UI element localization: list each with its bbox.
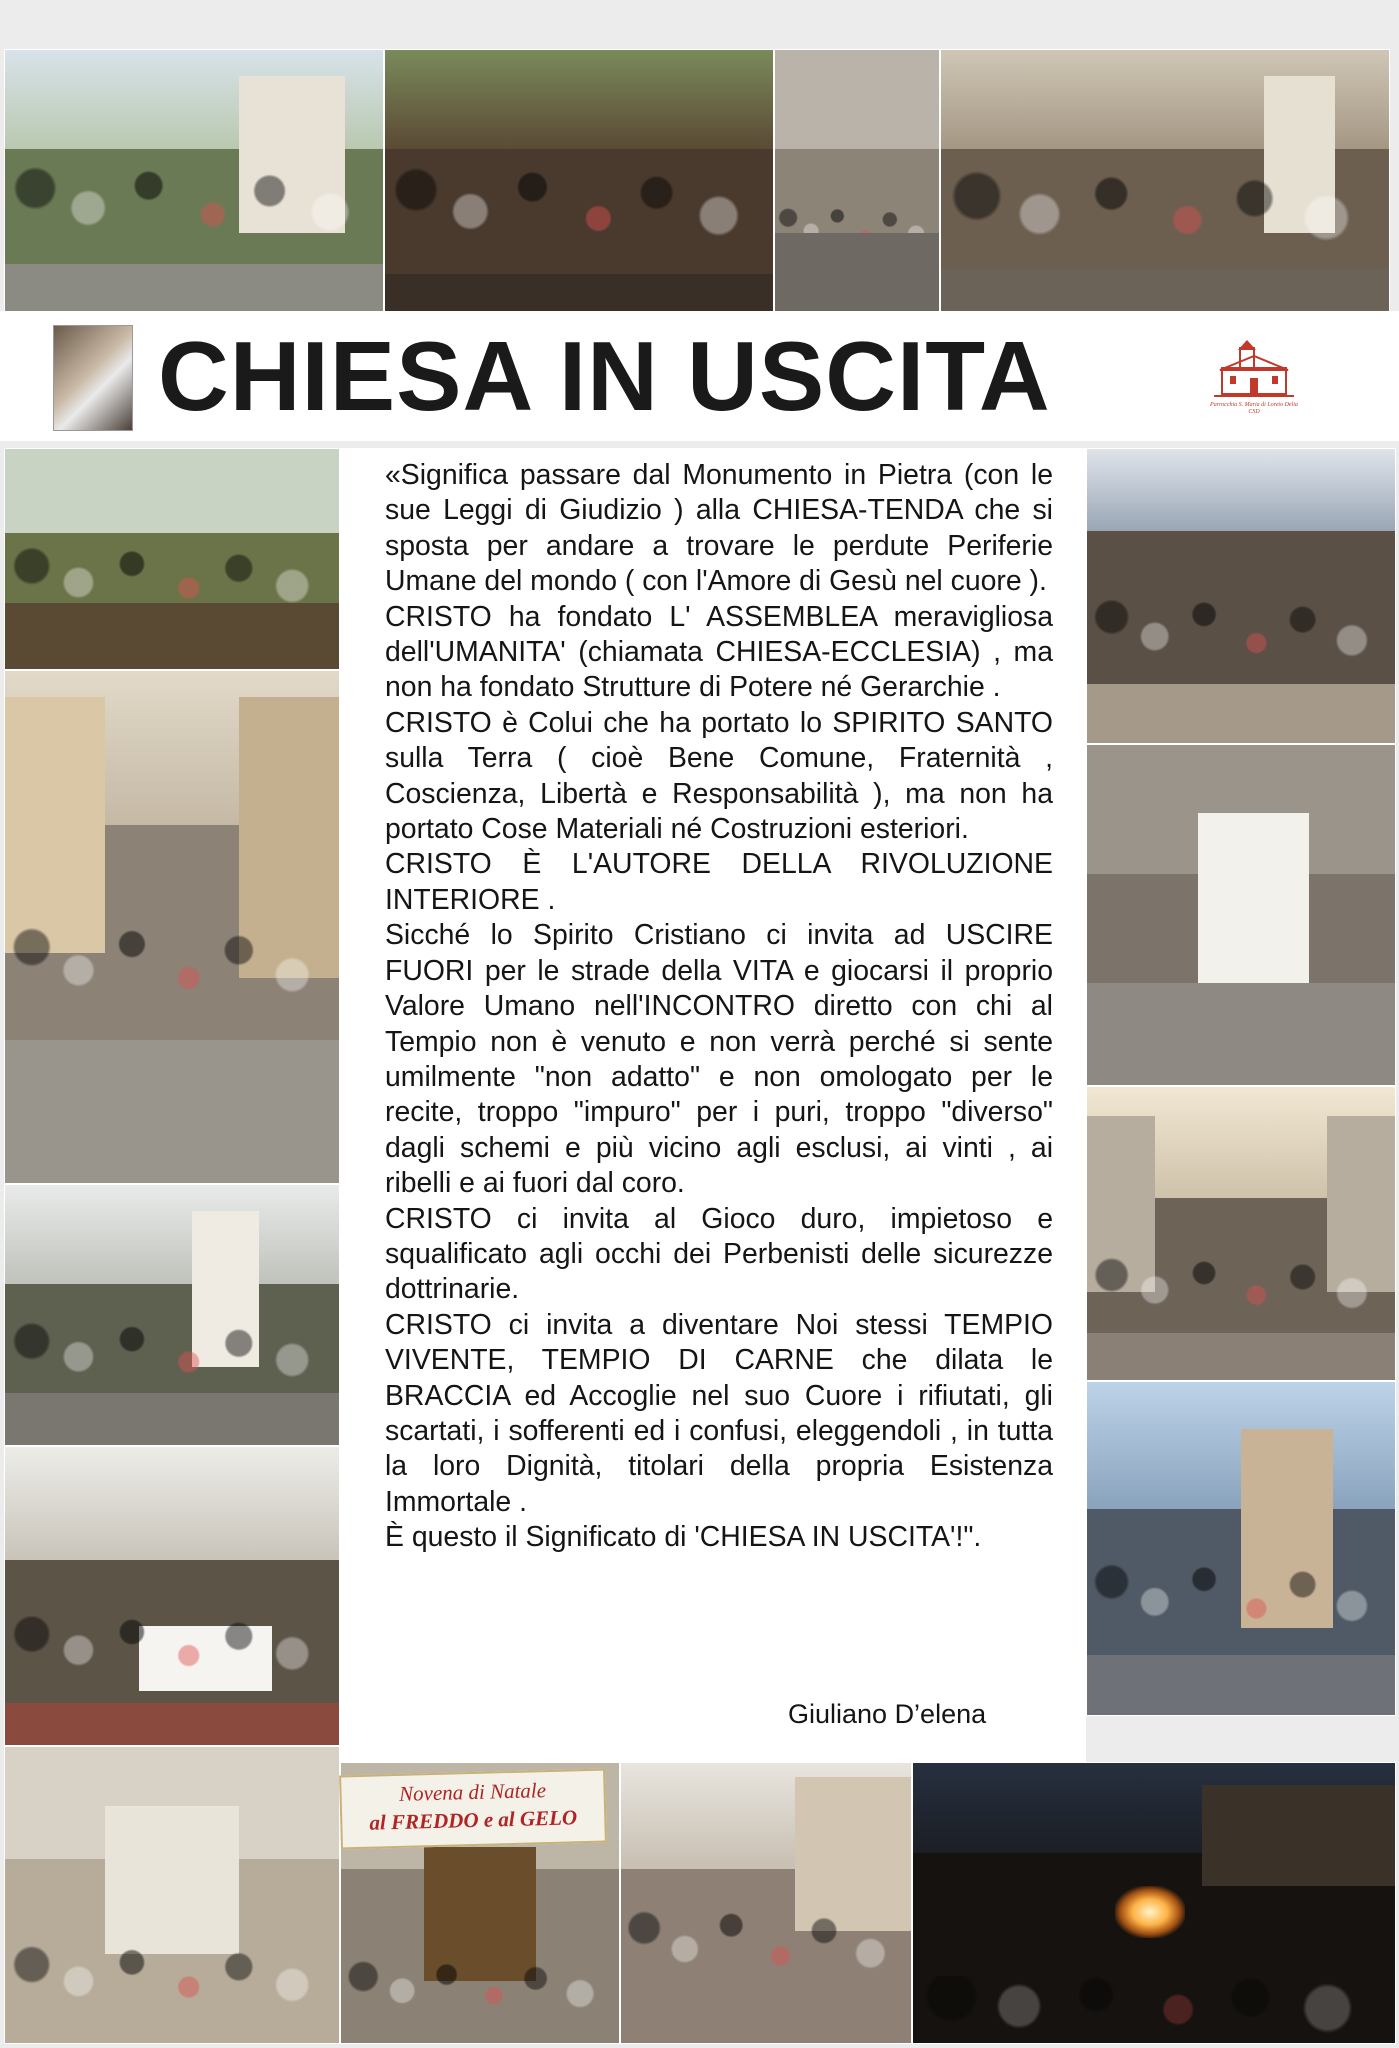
paragraph: CRISTO è Colui che ha portato lo SPIRITO SANTO sulla Terra ( cioè Bene Comune, Fraternità , Coscienza, Libertà e Responsabilità ), ma non ha portato Cose Materiali né Costruzioni esteriori. xyxy=(385,706,1053,846)
photo-seated-mass xyxy=(4,1184,340,1446)
photo-night-bonfire xyxy=(912,1762,1396,2044)
photo-cemetery-mass xyxy=(1086,1086,1396,1381)
photo-street-procession xyxy=(4,49,384,312)
paragraph: CRISTO ci invita al Gioco duro, impietoso e squalificato agli occhi dei Perbenisti delle sicurezze dottrinarie. xyxy=(385,1202,1053,1306)
novena-banner xyxy=(339,1769,607,1850)
paragraph: CRISTO È L'AUTORE DELLA RIVOLUZIONE INTERIORE . xyxy=(385,848,1053,916)
paragraph: È questo il Significato di 'CHIESA IN USCITA'!". xyxy=(385,1521,982,1554)
photo-friars-outdoor xyxy=(940,49,1390,312)
banner-line2: al FREDDO e al GELO xyxy=(369,1805,578,1835)
photo-priest-with-cats xyxy=(1086,744,1396,1086)
photo-garden-prayer xyxy=(4,448,340,670)
paragraph: «Significa passare dal Monumento in Pietra (con le sue Leggi di Giudizio ) alla CHIESA-TENDA che si sposta per andare a trovare le perdute Periferie Umane del mondo ( con l'Amore di Gesù nel cuore ). xyxy=(385,459,1053,598)
photo-children-priest xyxy=(774,49,940,312)
photo-church-facade xyxy=(4,1746,340,2044)
photo-outdoor-altar xyxy=(4,1446,340,1746)
pope-photo xyxy=(53,325,133,431)
photo-elderly-group xyxy=(384,49,774,312)
banner-line1: Novena di Natale xyxy=(398,1778,547,1806)
paragraph: CRISTO ci invita a diventare Noi stessi TEMPIO VIVENTE, TEMPIO DI CARNE che dilata le BRACCIA ed Accoglie nel suo Cuore i rifiutati, gli scartati, i sofferenti ed i confusi, eleggendoli , in tutta la loro Dignità, titolari della propria Esistenza Immortale . xyxy=(385,1308,1053,1518)
paragraph: CRISTO ha fondato L' ASSEMBLEA meravigliosa dell'UMANITA' (chiamata CHIESA-ECCLESIA) , ma non ha fondato Strutture di Potere né Gerarchie . xyxy=(385,600,1053,704)
church-logo-icon xyxy=(1210,340,1298,402)
photo-family-priest xyxy=(620,1762,912,2044)
author-signature: Giuliano D’elena xyxy=(788,1699,987,1729)
photo-square-gathering xyxy=(1086,1381,1396,1716)
parish-logo xyxy=(1210,340,1298,420)
paragraph: Sicché lo Spirito Cristiano ci invita ad USCIRE FUORI per le strade della VITA e giocarsi il proprio Valore Umano nell'INCONTRO diretto con chi al Tempio non è venuto e non verrà perché si sente umilmente "non adatto" e non omologato per le recite, troppo "impuro" per i puri, troppo "diverso" dagli schemi e più vicino agli esclusi, ai vinti , ai ribelli e ai fuori dal coro. xyxy=(385,919,1053,1200)
article-body xyxy=(385,458,1053,1556)
logo-caption: Parrocchia S. Maria di Loreto Delia CSD xyxy=(1210,402,1298,415)
page-title: CHIESA IN USCITA xyxy=(158,321,1051,431)
photo-tent-assembly xyxy=(1086,448,1396,744)
photo-street-walk xyxy=(4,670,340,1184)
